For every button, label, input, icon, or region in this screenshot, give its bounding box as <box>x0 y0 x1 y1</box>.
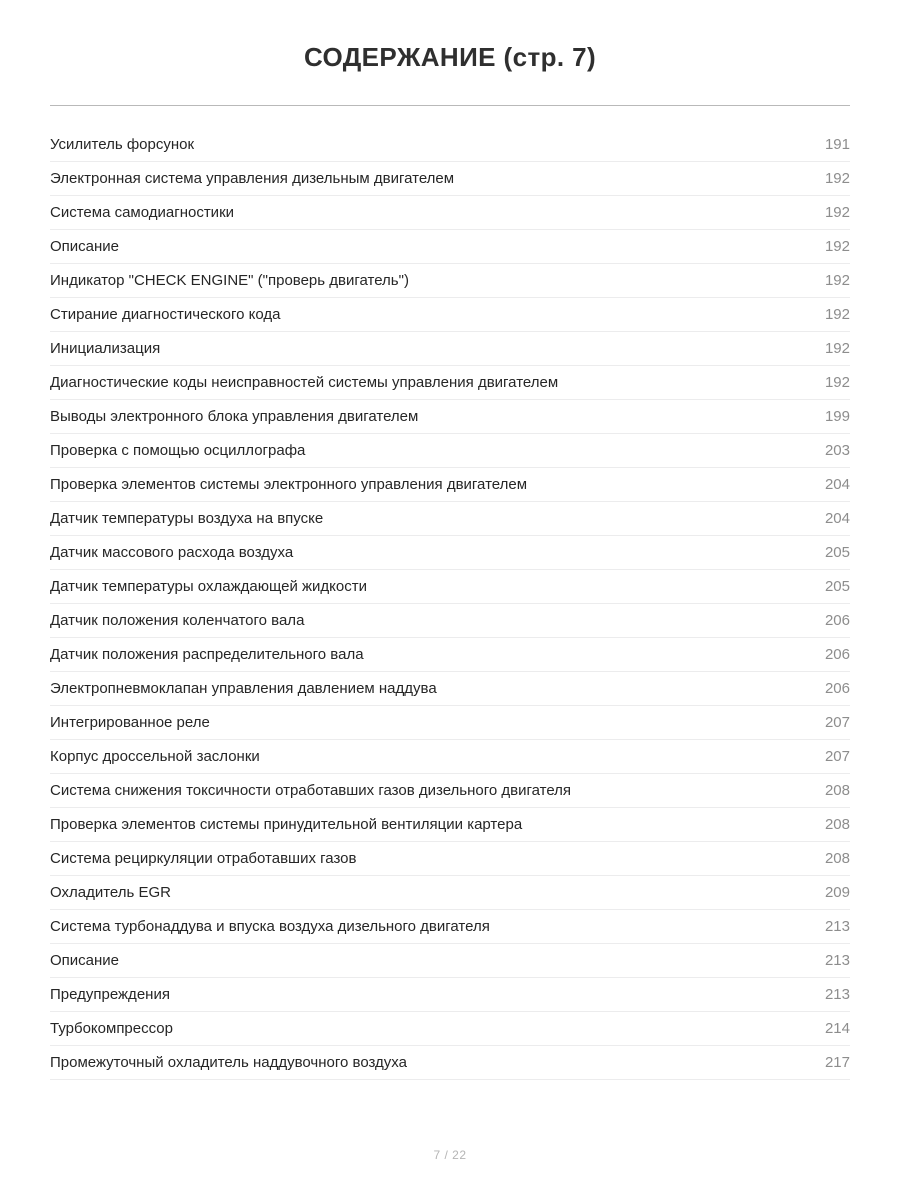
toc-entry-page-number: 207 <box>824 748 850 765</box>
toc-entry-row[interactable] <box>50 434 850 468</box>
toc-entry-label: Система турбонаддува и впуска воздуха дизельного двигателя <box>50 918 490 935</box>
toc-entry-label: Предупреждения <box>50 986 170 1003</box>
toc-entry-row[interactable] <box>50 128 850 162</box>
toc-entry-page-number: 206 <box>824 680 850 697</box>
toc-entry-label: Система рециркуляции отработавших газов <box>50 850 357 867</box>
toc-entry-page-number: 208 <box>824 782 850 799</box>
toc-entry-label: Корпус дроссельной заслонки <box>50 748 260 765</box>
toc-entry-row[interactable] <box>50 1046 850 1080</box>
toc-entry-label: Датчик температуры охлаждающей жидкости <box>50 578 367 595</box>
toc-entry-label: Электропневмоклапан управления давлением наддува <box>50 680 437 697</box>
toc-entry-page-number: 205 <box>824 544 850 561</box>
toc-entry-page-number: 217 <box>824 1054 850 1071</box>
toc-entry-row[interactable] <box>50 502 850 536</box>
toc-entry-row[interactable] <box>50 230 850 264</box>
toc-entry-page-number: 208 <box>824 816 850 833</box>
toc-entry-label: Диагностические коды неисправностей системы управления двигателем <box>50 374 559 391</box>
toc-entry-row[interactable] <box>50 332 850 366</box>
toc-entry-row[interactable] <box>50 264 850 298</box>
toc-entry-label: Турбокомпрессор <box>50 1020 173 1037</box>
toc-entry-row[interactable] <box>50 740 850 774</box>
toc-entry-page-number: 199 <box>824 408 850 425</box>
toc-entry-page-number: 206 <box>824 646 850 663</box>
page-title: СОДЕРЖАНИЕ (стр. 7) <box>303 42 597 72</box>
toc-entry-row[interactable] <box>50 298 850 332</box>
toc-entry-label: Система самодиагностики <box>50 204 235 221</box>
toc-entry-label: Описание <box>50 952 120 969</box>
toc-entry-page-number: 206 <box>824 612 850 629</box>
toc-entry-row[interactable] <box>50 570 850 604</box>
toc-entry-label: Датчик массового расхода воздуха <box>50 544 294 561</box>
toc-entry-row[interactable] <box>50 774 850 808</box>
toc-entry-row[interactable] <box>50 366 850 400</box>
toc-entry-label: Интегрированное реле <box>50 714 210 731</box>
toc-entry-label: Усилитель форсунок <box>50 136 195 153</box>
toc-entry-page-number: 204 <box>824 476 850 493</box>
toc-entry-page-number: 192 <box>824 204 850 221</box>
toc-entry-row[interactable] <box>50 842 850 876</box>
toc-entry-page-number: 192 <box>824 272 850 289</box>
toc-entry-row[interactable] <box>50 672 850 706</box>
toc-entry-page-number: 205 <box>824 578 850 595</box>
toc-entry-label: Выводы электронного блока управления двигателем <box>50 408 419 425</box>
toc-entry-page-number: 213 <box>824 986 850 1003</box>
toc-entry-row[interactable] <box>50 400 850 434</box>
toc-entry-page-number: 191 <box>824 136 850 153</box>
toc-entry-page-number: 213 <box>824 918 850 935</box>
toc-entry-row[interactable] <box>50 162 850 196</box>
toc-entry-row[interactable] <box>50 876 850 910</box>
toc-entry-row[interactable] <box>50 808 850 842</box>
toc-entry-label: Система снижения токсичности отработавших газов дизельного двигателя <box>50 782 572 799</box>
toc-entry-row[interactable] <box>50 978 850 1012</box>
toc-entry-label: Инициализация <box>50 340 161 357</box>
toc-entry-page-number: 192 <box>824 340 850 357</box>
toc-entry-page-number: 208 <box>824 850 850 867</box>
toc-entry-label: Охладитель EGR <box>50 884 172 901</box>
toc-entry-label: Датчик положения коленчатого вала <box>50 612 305 629</box>
toc-entry-label: Описание <box>50 238 120 255</box>
toc-entry-label: Проверка с помощью осциллографа <box>50 442 306 459</box>
toc-entry-label: Датчик положения распределительного вала <box>50 646 364 663</box>
toc-entry-label: Электронная система управления дизельным двигателем <box>50 170 455 187</box>
toc-entry-label: Проверка элементов системы принудительной вентиляции картера <box>50 816 523 833</box>
toc-entry-page-number: 214 <box>824 1020 850 1037</box>
toc-entry-label: Проверка элементов системы электронного управления двигателем <box>50 476 528 493</box>
page-footer: 7 / 22 <box>433 1148 467 1162</box>
toc-entry-page-number: 192 <box>824 306 850 323</box>
toc-entry-row[interactable] <box>50 1012 850 1046</box>
toc-entry-page-number: 207 <box>824 714 850 731</box>
toc-entry-row[interactable] <box>50 638 850 672</box>
toc-entry-row[interactable] <box>50 604 850 638</box>
toc-entry-row[interactable] <box>50 536 850 570</box>
toc-entry-row[interactable] <box>50 944 850 978</box>
toc-entry-label: Индикатор "CHECK ENGINE" ("проверь двигатель") <box>50 272 409 289</box>
toc-entry-page-number: 209 <box>824 884 850 901</box>
table-of-contents <box>50 128 850 1080</box>
toc-entry-page-number: 192 <box>824 238 850 255</box>
toc-entry-row[interactable] <box>50 910 850 944</box>
toc-entry-page-number: 213 <box>824 952 850 969</box>
toc-entry-label: Датчик температуры воздуха на впуске <box>50 510 324 527</box>
toc-entry-page-number: 192 <box>824 170 850 187</box>
toc-entry-label: Стирание диагностического кода <box>50 306 281 323</box>
toc-entry-row[interactable] <box>50 196 850 230</box>
toc-entry-row[interactable] <box>50 706 850 740</box>
toc-entry-label: Промежуточный охладитель наддувочного воздуха <box>50 1054 407 1071</box>
toc-entry-row[interactable] <box>50 468 850 502</box>
toc-entry-page-number: 192 <box>824 374 850 391</box>
title-divider <box>50 105 850 106</box>
toc-entry-page-number: 204 <box>824 510 850 527</box>
toc-entry-page-number: 203 <box>824 442 850 459</box>
